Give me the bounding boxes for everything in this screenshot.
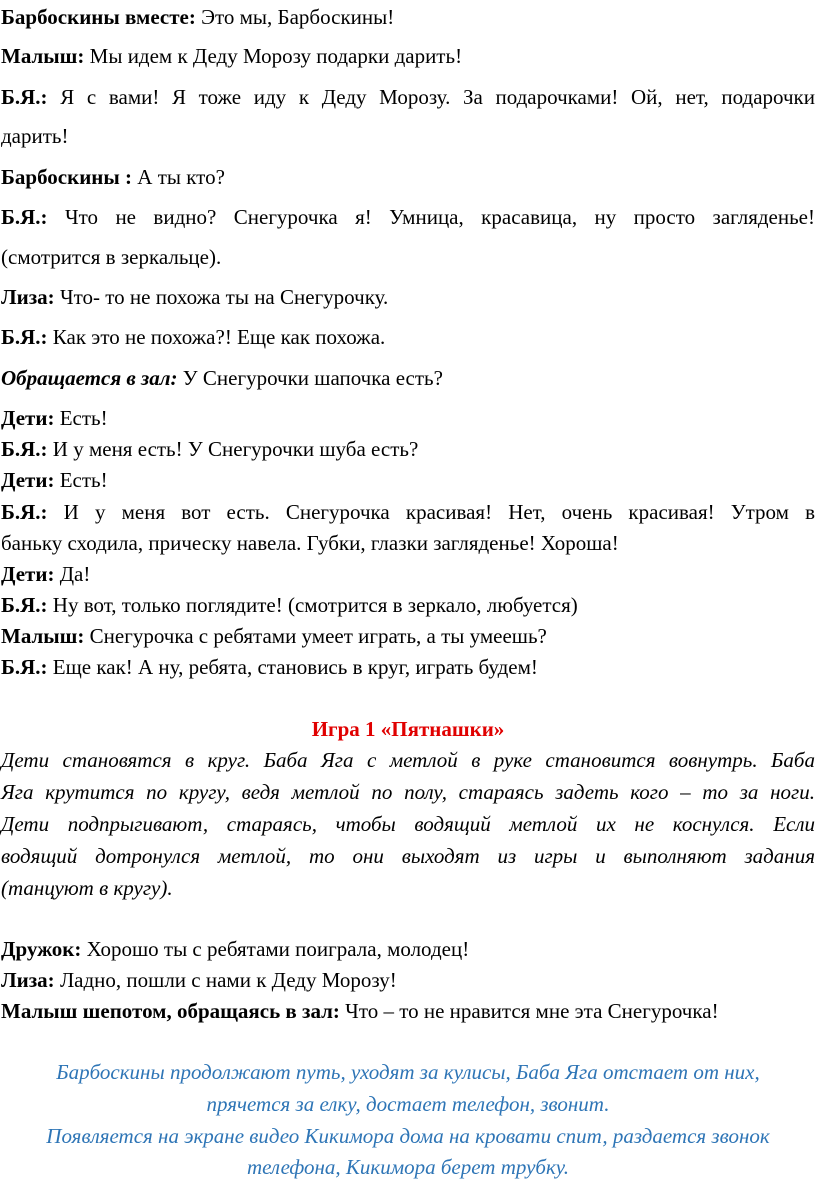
dialogue-line bbox=[1, 623, 815, 649]
dialogue-line bbox=[1, 592, 815, 618]
speech: (смотрится в зеркальце). bbox=[1, 245, 222, 269]
stage-direction-line: прячется за елку, достает телефон, звонит. bbox=[206, 1092, 610, 1116]
game-description-line: (танцуют в кругу). bbox=[1, 876, 173, 900]
game-description-line: Дети становятся в круг. Баба Яга с метлой в руке становится вовнутрь. Баба bbox=[1, 748, 815, 772]
dialogue-line bbox=[1, 43, 815, 69]
speech: И у меня вот есть. Снегурочка красивая! Нет, очень красивая! Утром в bbox=[47, 500, 815, 524]
game-title: Игра 1 «Пятнашки» bbox=[311, 717, 505, 741]
stage-direction-line: Барбоскины продолжают путь, уходят за кулисы, Баба Яга отстает от них, bbox=[56, 1060, 760, 1084]
speech: Есть! bbox=[54, 468, 108, 492]
dialogue-line bbox=[1, 164, 815, 190]
dialogue-line bbox=[1, 967, 815, 993]
dialogue-line bbox=[1, 499, 815, 525]
game-description-line: Дети подпрыгивают, стараясь, чтобы водящий метлой их не коснулся. Если bbox=[1, 812, 815, 836]
dialogue-line bbox=[1, 84, 815, 110]
speaker: Б.Я.: bbox=[1, 205, 48, 229]
speaker: Барбоскины : bbox=[1, 165, 133, 189]
speaker: Дети: bbox=[1, 562, 55, 586]
speaker: Лиза: bbox=[1, 968, 55, 992]
speech: Что – то не нравится мне эта Снегурочка! bbox=[339, 999, 719, 1023]
speech: баньку сходила, прическу навела. Губки, глазки загляденье! Хороша! bbox=[1, 531, 619, 555]
speech: И у меня есть! У Снегурочки шуба есть? bbox=[47, 437, 419, 461]
speech: Я с вами! Я тоже иду к Деду Морозу. За подарочками! Ой, нет, подарочки bbox=[47, 85, 815, 109]
speaker: Б.Я.: bbox=[1, 655, 48, 679]
dialogue-line bbox=[1, 998, 815, 1024]
speaker: Дети: bbox=[1, 406, 55, 430]
game-description-line: Яга крутится по кругу, ведя метлой по полу, стараясь задеть кого – то за ноги. bbox=[1, 780, 815, 804]
dialogue-line bbox=[1, 324, 815, 350]
speaker: Б.Я.: bbox=[1, 325, 48, 349]
speech: Ну вот, только поглядите! (смотрится в зеркало, любуется) bbox=[47, 593, 578, 617]
dialogue-line bbox=[1, 936, 815, 962]
game-description-line: водящий дотронулся метлой, то они выходят из игры и выполняют задания bbox=[1, 844, 815, 868]
speech: Да! bbox=[54, 562, 91, 586]
dialogue-line bbox=[1, 405, 815, 431]
speech: Есть! bbox=[54, 406, 108, 430]
dialogue-line bbox=[1, 4, 815, 30]
speaker: Б.Я.: bbox=[1, 593, 48, 617]
speech: Ладно, пошли с нами к Деду Морозу! bbox=[54, 968, 397, 992]
speaker: Малыш шепотом, обращаясь в зал: bbox=[1, 999, 340, 1023]
speech: Хорошо ты с ребятами поиграла, молодец! bbox=[81, 937, 470, 961]
dialogue-line bbox=[1, 561, 815, 587]
dialogue-line-continued bbox=[1, 244, 815, 270]
dialogue-line bbox=[1, 467, 815, 493]
speaker: Дети: bbox=[1, 468, 55, 492]
speaker: Б.Я.: bbox=[1, 85, 48, 109]
stage-direction-line: телефона, Кикимора берет трубку. bbox=[246, 1155, 570, 1179]
speech: А ты кто? bbox=[132, 165, 225, 189]
dialogue-line bbox=[1, 204, 815, 230]
speaker: Лиза: bbox=[1, 285, 55, 309]
speech: Это мы, Барбоскины! bbox=[195, 5, 395, 29]
speaker: Малыш: bbox=[1, 624, 85, 648]
speaker: Барбоскины вместе: bbox=[1, 5, 196, 29]
speech: Что не видно? Снегурочка я! Умница, красавица, ну просто загляденье! bbox=[47, 205, 815, 229]
speech: Еще как! А ну, ребята, становись в круг, играть будем! bbox=[47, 655, 538, 679]
speaker: Б.Я.: bbox=[1, 437, 48, 461]
dialogue-line-continued bbox=[1, 530, 815, 556]
dialogue-line bbox=[1, 436, 815, 462]
speech: Что- то не похожа ты на Снегурочку. bbox=[54, 285, 389, 309]
stage-direction-line: Появляется на экране видео Кикимора дома на кровати спит, раздается звонок bbox=[46, 1124, 770, 1148]
speech: Мы идем к Деду Морозу подарки дарить! bbox=[84, 44, 463, 68]
speech: У Снегурочки шапочка есть? bbox=[177, 366, 443, 390]
speech: Снегурочка с ребятами умеет играть, а ты умеешь? bbox=[84, 624, 547, 648]
speaker: Обращается в зал: bbox=[1, 366, 178, 390]
speaker: Малыш: bbox=[1, 44, 85, 68]
speaker: Б.Я.: bbox=[1, 500, 48, 524]
speaker: Дружок: bbox=[1, 937, 82, 961]
speech: дарить! bbox=[1, 124, 69, 148]
speech: Как это не похожа?! Еще как похожа. bbox=[47, 325, 386, 349]
dialogue-line bbox=[1, 284, 815, 310]
dialogue-line bbox=[1, 365, 815, 391]
dialogue-line bbox=[1, 654, 815, 680]
dialogue-line-continued bbox=[1, 123, 815, 149]
